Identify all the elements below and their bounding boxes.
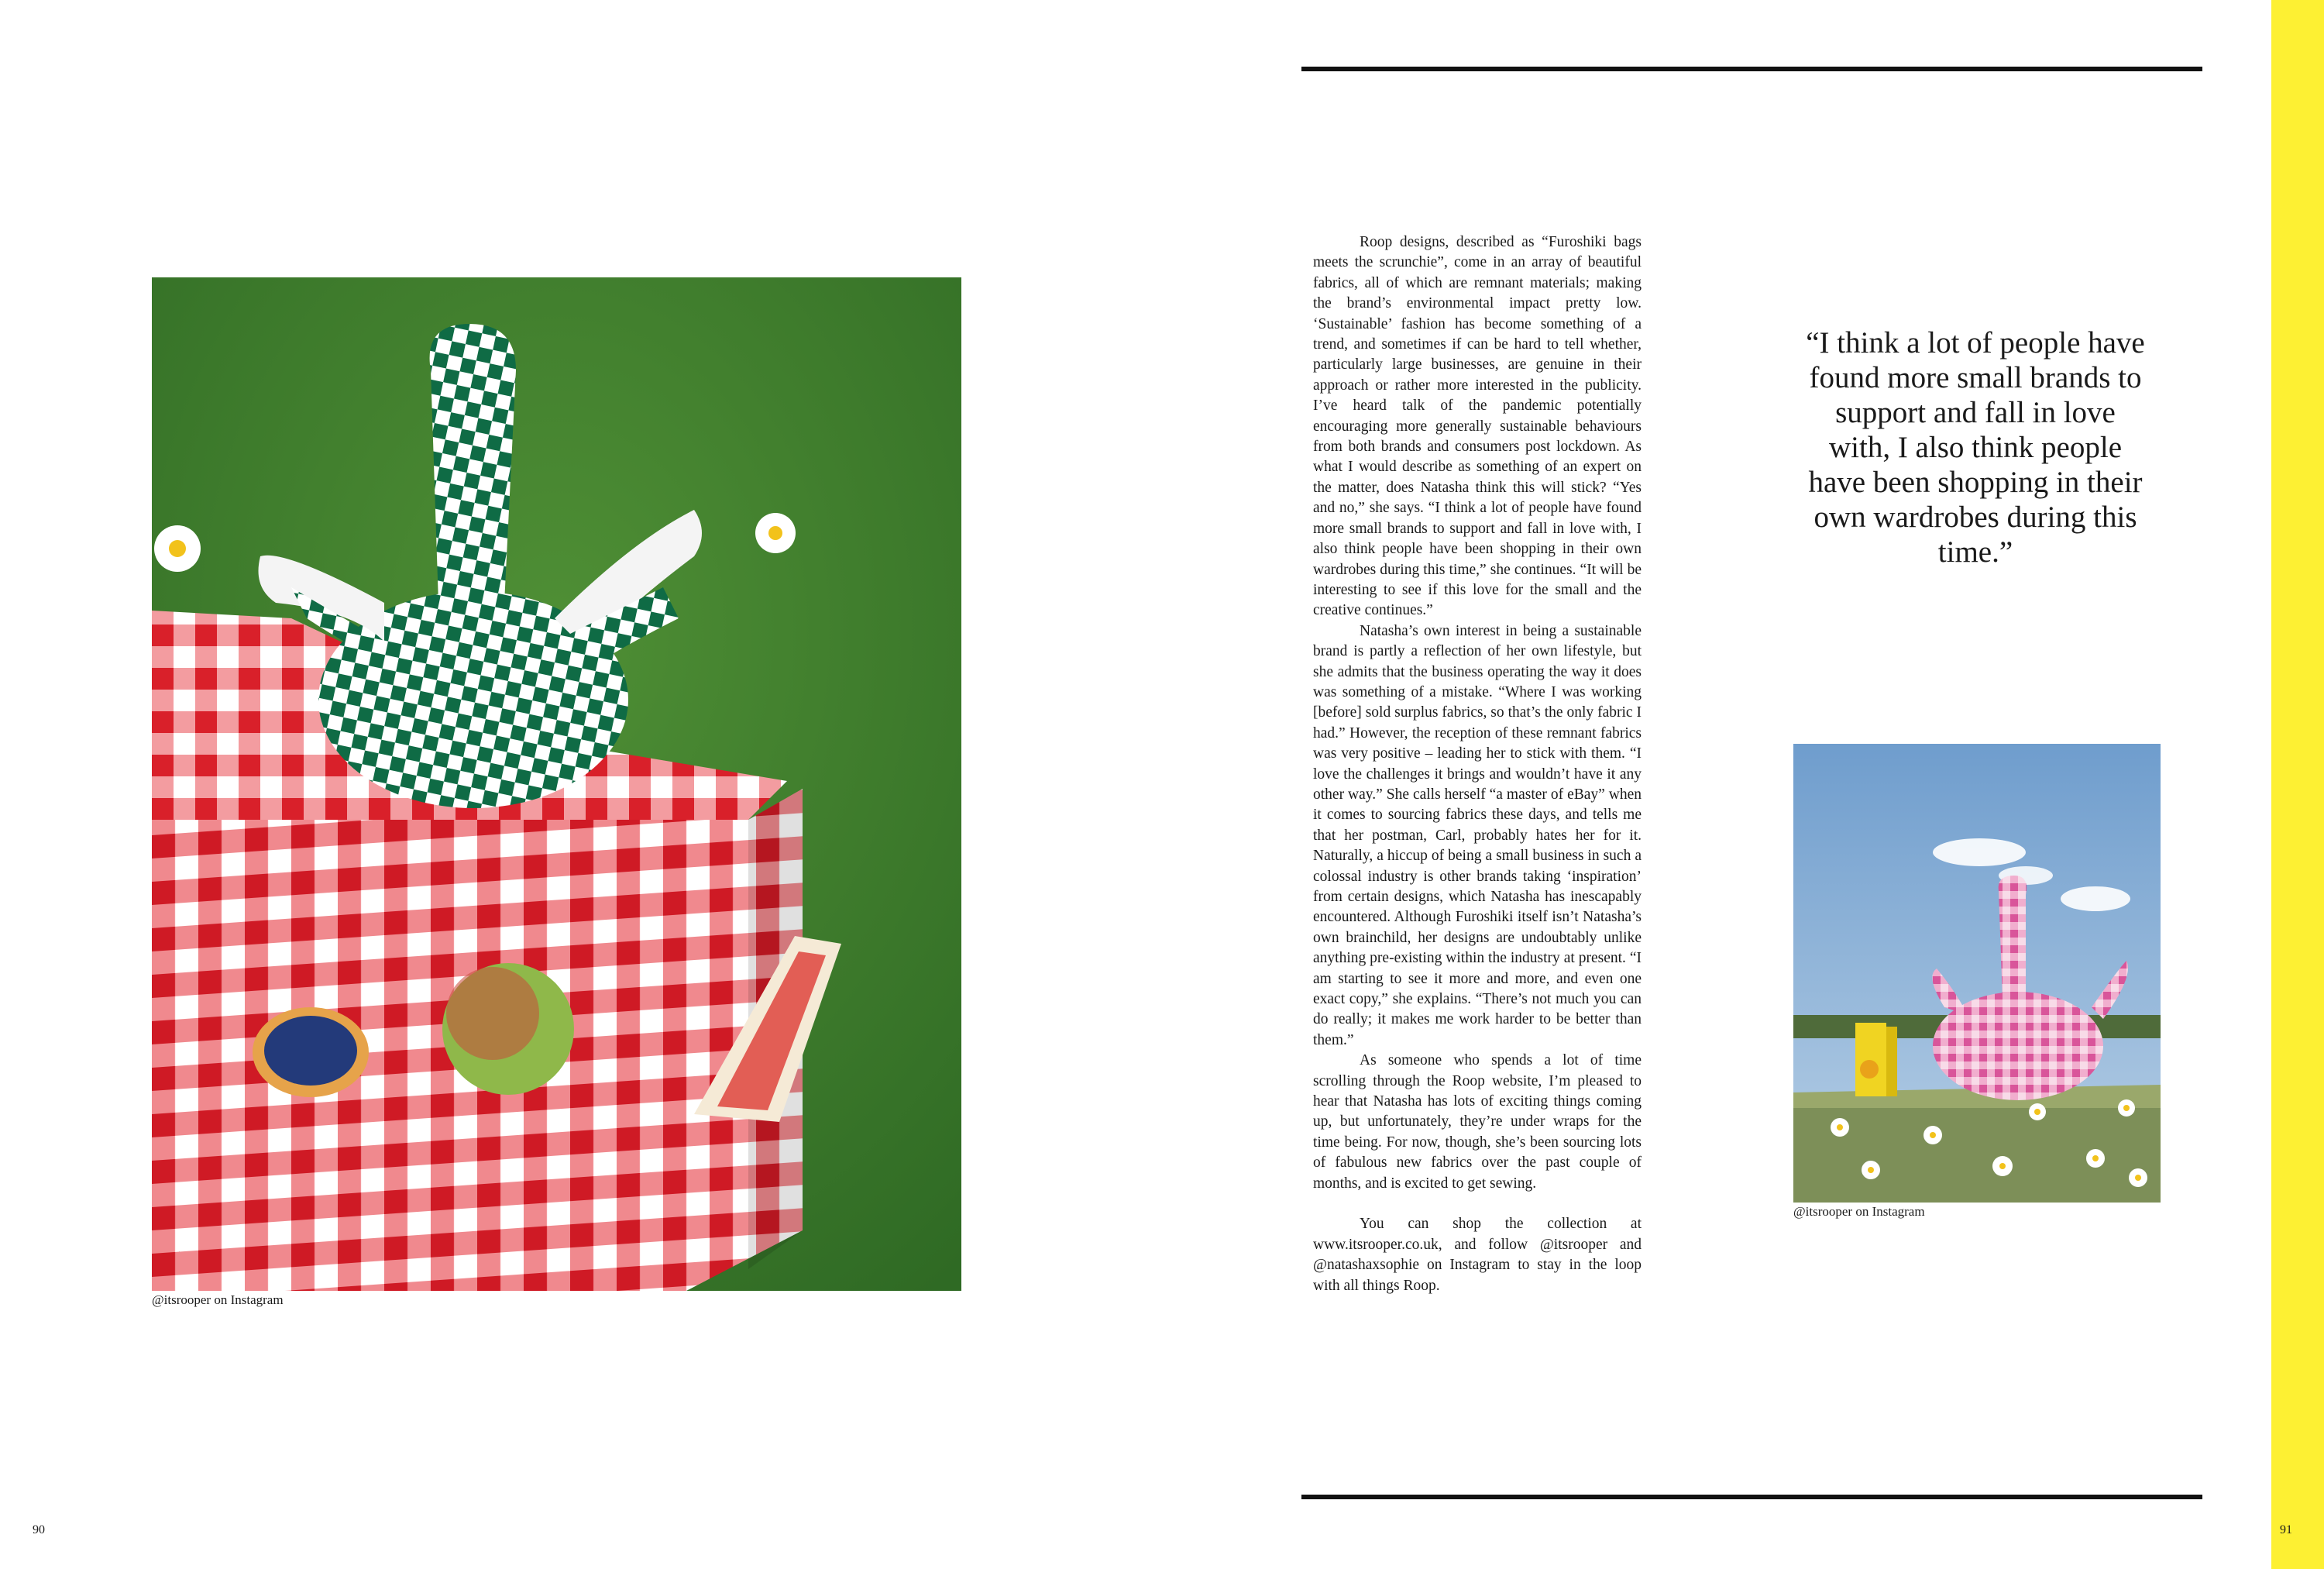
article-paragraph: Natasha’s own interest in being a sustainable brand is partly a reflection of her own lifestyle, but she admits that the business operating the way it does was something of a mistake. “Where I was working [before] sold surplus fabrics, so that’s the only fabric I had.” However, the reception of these remnant fabrics was very positive – leading her to stick with them. “I love the challenges it brings and wouldn’t have it any other way.” She calls herself “a master of eBay” when it comes to sourcing fabrics these days, and tells me that her postman, Carl, probably hates her for it. Naturally, a hiccup of being a small business in such a colossal industry is other brands taking ‘inspiration’ from certain designs, which Natasha has inescapably encountered. Although Furoshiki itself isn’t Natasha’s own brainchild, her designs are undoubtably unlike anything pre-existing within the industry at present. “I am starting to see it more and more, and even one exact copy,” she explains. “There’s not much you can do really; it makes me work harder to be better than them.” xyxy=(1313,622,1642,1048)
yellow-spine-bar xyxy=(2271,0,2324,1569)
pull-quote: “I think a lot of people have found more small brands to support and fall in love with, I also think people have been shopping in their own wardrobes during this time.” xyxy=(1806,326,2145,569)
main-photo-caption: @itsrooper on Instagram xyxy=(152,1292,284,1307)
bottom-rule xyxy=(1301,1495,2202,1499)
article-body xyxy=(1313,232,1642,1296)
article-paragraph-closing: You can shop the collection at www.itsrooper.co.uk, and follow @itsrooper and @natashaxsophie on Instagram to stay in the loop with all things Roop. xyxy=(1313,1216,1642,1294)
daisy-flower xyxy=(755,513,796,553)
main-photo-gingham-box xyxy=(152,277,961,1291)
article-paragraph: Roop designs, described as “Furoshiki bags meets the scrunchie”, come in an array of beautiful fabrics, all of which are remnant materials; making the brand’s environmental impact pretty low. ‘Sustainable’ fashion has become something of a trend, and sometimes if can be hard to tell whether, particularly large businesses, are genuine in their approach or rather more interested in the publicity. I’ve heard talk of the pandemic potentially encouraging more generally sustainable behaviours from both brands and consumers post lockdown. As what I would describe as something of an expert on the matter, does Natasha think this will stick? “Yes and no,” she says. “I think a lot of people have found more small brands to support and fall in love with, I also think people have been shopping in their own wardrobes during this time,” she continues. “It will be interesting to see if this love for the small and the creative continues.” xyxy=(1313,234,1642,619)
page-number-right: 91 xyxy=(2280,1523,2292,1536)
side-photo-caption: @itsrooper on Instagram xyxy=(1793,1204,1925,1219)
top-rule xyxy=(1301,67,2202,71)
side-photo-pink-bag xyxy=(1793,744,2161,1203)
article-paragraph: As someone who spends a lot of time scrolling through the Roop website, I’m pleased to hear that Natasha has lots of exciting things coming up, but unfortunately, they’re under wraps for the time being. For now, though, she’s been sourcing lots of fabulous new fabrics over the past couple of months, and is excited to get sewing. xyxy=(1313,1052,1642,1192)
daisy-flower xyxy=(154,525,201,572)
page-number-left: 90 xyxy=(33,1523,45,1536)
